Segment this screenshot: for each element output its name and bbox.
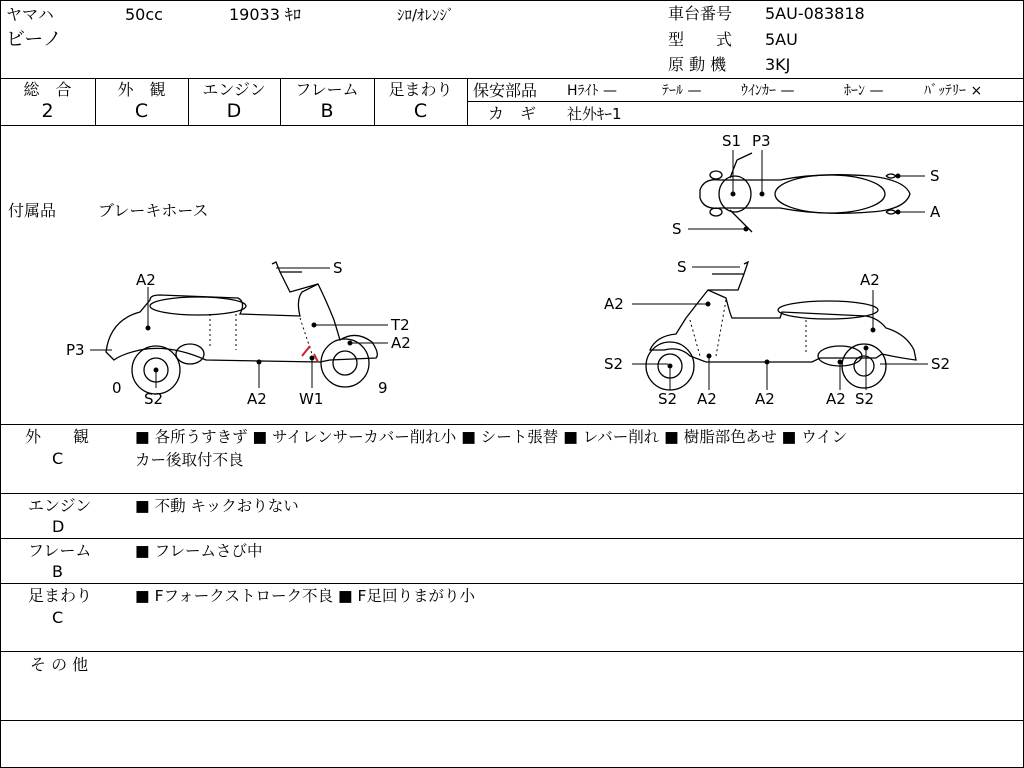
- right-mark-s2-wheel: S2: [658, 390, 678, 408]
- remark-engine-grade: D: [52, 517, 65, 536]
- right-seat: [778, 301, 878, 319]
- right-mark-a2-seat: A2: [860, 271, 880, 289]
- right-mark-s2-left: S2: [604, 355, 624, 373]
- right-rear-wheel: [842, 344, 886, 388]
- left-mark-9: 9: [378, 379, 388, 397]
- right-mark-a2-front: A2: [604, 295, 624, 313]
- remark-frame-grade: B: [52, 562, 63, 581]
- right-mark-s: S: [677, 258, 687, 276]
- left-mark-s2: S2: [144, 390, 164, 408]
- remark-suspension-label: 足まわり: [28, 586, 93, 605]
- engine-model-value: 3KJ: [765, 55, 791, 74]
- type-label: 型 式: [668, 30, 733, 49]
- left-mark-s: S: [333, 259, 343, 277]
- accessories-value: ブレーキホース: [98, 201, 209, 220]
- right-mark-s2-rear: S2: [855, 390, 875, 408]
- displacement: 50cc: [125, 5, 163, 24]
- safety-battery: ﾊﾞｯﾃﾘｰ ×: [924, 83, 983, 99]
- grade-overall-value: 2: [41, 100, 54, 122]
- remark-exterior-label: 外 観: [25, 427, 90, 446]
- accessories-label: 付属品: [8, 201, 57, 220]
- grade-suspension-label: 足まわり: [388, 80, 453, 99]
- remark-exterior-grade: C: [52, 449, 64, 468]
- model-name: ビーノ: [6, 28, 62, 50]
- top-mark-a: A: [930, 203, 941, 221]
- remark-suspension-text: ■ Fフォークストローク不良 ■ F足回りまがり小: [135, 587, 475, 605]
- safety-winker: ｳｲﾝｶｰ —: [741, 83, 795, 99]
- right-mark-a2-1: A2: [697, 390, 717, 408]
- grade-engine-label: エンジン: [202, 80, 266, 99]
- body-color: ｼﾛ/ｵﾚﾝｼﾞ: [397, 6, 455, 24]
- remark-engine-text: ■ 不動 キックおりない: [135, 497, 299, 515]
- grade-frame-label: フレーム: [295, 80, 359, 99]
- remark-exterior-line1: ■ 各所うすきず ■ サイレンサーカバー削れ小 ■ シート張替 ■ レバー削れ ■ 樹脂部色あせ ■ ウイン: [135, 428, 848, 446]
- right-handlebar: [708, 262, 748, 290]
- left-mark-p3: P3: [66, 341, 85, 359]
- left-mark-a2-floor: A2: [247, 390, 267, 408]
- grade-exterior-value: C: [134, 100, 149, 122]
- engine-model-label: 原 動 機: [668, 55, 727, 74]
- top-mark-s-lower: S: [672, 220, 682, 238]
- remark-exterior-line2: カー後取付不良: [135, 451, 244, 469]
- right-mark-a2-2: A2: [755, 390, 775, 408]
- grade-exterior-label: 外 観: [117, 80, 166, 99]
- type-value: 5AU: [765, 30, 798, 49]
- grade-frame-value: B: [320, 100, 334, 122]
- mileage: 19033 ｷﾛ: [229, 5, 301, 24]
- frame-no-label: 車台番号: [668, 4, 733, 23]
- safety-headlight: Hﾗｲﾄ —: [567, 83, 617, 99]
- left-mark-0: 0: [112, 379, 122, 397]
- grade-suspension-value: C: [413, 100, 428, 122]
- right-mark-a2-3: A2: [826, 390, 846, 408]
- remark-engine-label: エンジン: [28, 496, 92, 515]
- left-mark-w1: W1: [299, 390, 324, 408]
- frame-no-value: 5AU-083818: [765, 4, 865, 23]
- safety-tail: ﾃｰﾙ —: [662, 83, 702, 99]
- top-mark-p3: P3: [752, 132, 771, 150]
- top-mark-s1: S1: [722, 132, 742, 150]
- top-mark-s-upper: S: [930, 167, 940, 185]
- key-value: 社外ｷｰ1: [567, 105, 622, 123]
- remark-frame-text: ■ フレームさび中: [135, 542, 263, 560]
- grade-overall-label: 総 合: [23, 80, 72, 99]
- remark-frame-label: フレーム: [28, 541, 92, 560]
- left-mark-t2: T2: [391, 316, 410, 334]
- remark-other-label: そ の 他: [30, 655, 89, 674]
- right-front-body: [650, 290, 916, 362]
- safety-label: 保安部品: [473, 81, 538, 100]
- left-mark-a2-seat: A2: [136, 271, 156, 289]
- left-mark-a2-front: A2: [391, 334, 411, 352]
- key-label: カ ギ: [488, 104, 537, 123]
- right-mark-s2-right: S2: [931, 355, 951, 373]
- grade-engine-value: D: [226, 100, 242, 122]
- remark-suspension-grade: C: [52, 608, 64, 627]
- maker: ヤマハ: [6, 5, 54, 24]
- safety-horn: ﾎｰﾝ —: [844, 83, 884, 99]
